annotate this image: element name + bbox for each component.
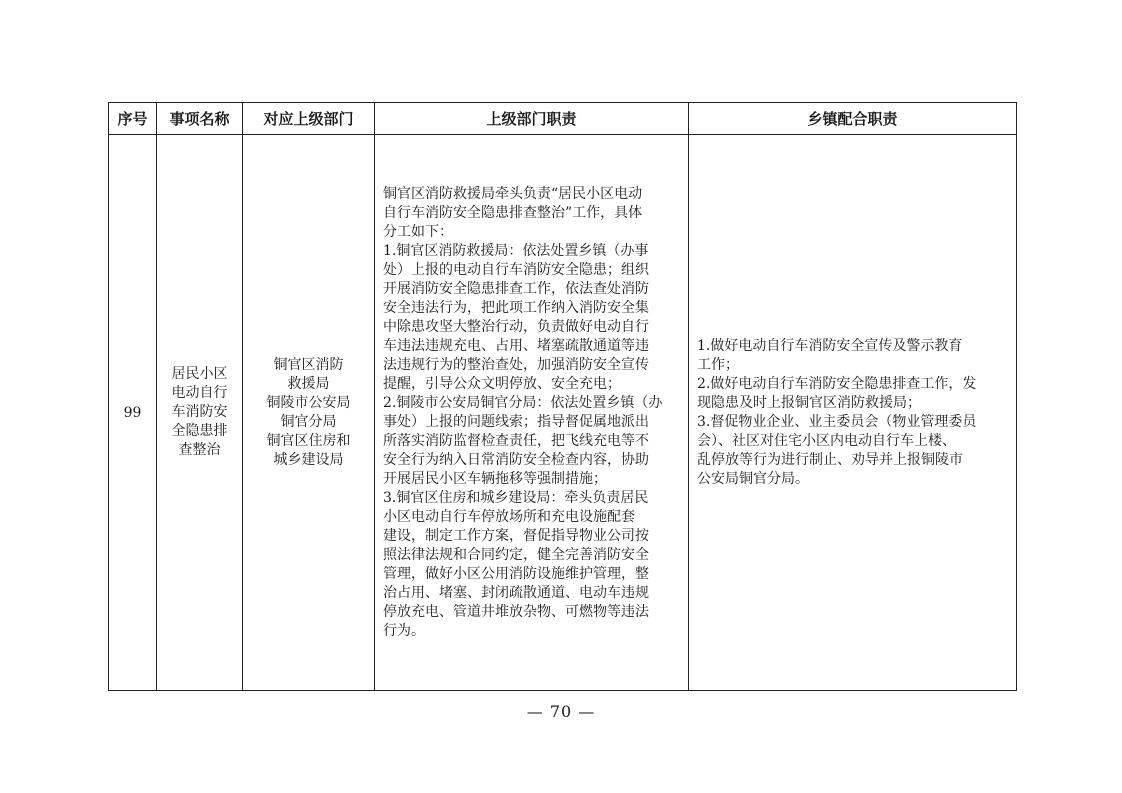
text-line: 2.铜陵市公安局铜官分局：依法处置乡镇（办 (383, 394, 663, 411)
text-line: 开展居民小区车辆拖移等强制措施； (383, 470, 607, 487)
row-superior-duty (375, 135, 689, 691)
text-line: 3.督促物业企业、业主委员会（物业管理委员 (697, 413, 977, 430)
table-header-row (109, 103, 1017, 135)
text-line: 开展消防安全隐患排查工作，依法查处消防 (383, 280, 649, 297)
department-text (243, 356, 374, 470)
text-line: 安全违法行为，把此项工作纳入消防安全集 (383, 299, 649, 316)
text-line: 全隐患排 (171, 423, 228, 439)
text-line: 1.铜官区消防救援局：依法处置乡镇（办事 (383, 242, 649, 259)
row-township-duty (689, 135, 1017, 691)
row-number: 99 (109, 135, 157, 691)
item-name-text (157, 365, 242, 460)
text-line: 分工如下： (383, 223, 453, 240)
township-duty-text (697, 337, 1016, 489)
superior-duty-text (383, 185, 688, 641)
text-line: 自行车消防安全隐患排查整治”工作，具体 (383, 204, 643, 221)
table-row (109, 135, 1017, 691)
text-line: 城乡建设局 (273, 451, 344, 468)
text-line: 铜官区消防救援局牵头负责“居民小区电动 (383, 185, 643, 202)
text-line: 3.铜官区住房和城乡建设局：牵头负责居民 (383, 489, 649, 506)
header-number: 序号 (109, 103, 157, 135)
text-line: 照法律法规和合同约定，健全完善消防安全 (383, 546, 649, 563)
text-line: 行为。 (383, 622, 425, 639)
text-line: 乱停放等行为进行制止、劝导并上报铜陵市 (697, 451, 963, 468)
text-line: 治占用、堵塞、封闭疏散通道、电动车违规 (383, 584, 649, 601)
text-line: 救援局 (287, 375, 330, 392)
text-line: 电动自行 (171, 385, 228, 401)
text-line: 车消防安 (171, 404, 228, 420)
text-line: 1.做好电动自行车消防安全宣传及警示教育 (697, 337, 963, 354)
header-superior-duty: 上级部门职责 (375, 103, 689, 135)
text-line: 处）上报的电动自行车消防安全隐患；组织 (383, 261, 649, 278)
header-township-duty: 乡镇配合职责 (689, 103, 1017, 135)
text-line: 铜官分局 (280, 413, 337, 430)
text-line: 法违规行为的整治查处，加强消防安全宣传 (383, 356, 649, 373)
text-line: 铜陵市公安局 (266, 394, 351, 411)
text-line: 车违法违规充电、占用、堵塞疏散通道等违 (383, 337, 649, 354)
text-line: 建设，制定工作方案，督促指导物业公司按 (383, 527, 649, 544)
header-department: 对应上级部门 (243, 103, 375, 135)
text-line: 事处）上报的问题线索；指导督促属地派出 (383, 413, 649, 430)
text-line: 管理，做好小区公用消防设施维护管理，整 (383, 565, 649, 582)
text-line: 停放充电、管道井堆放杂物、可燃物等违法 (383, 603, 649, 620)
responsibility-table (108, 102, 1017, 691)
text-line: 居民小区 (171, 366, 228, 382)
text-line: 会）、社区对住宅小区内电动自行车上楼、 (697, 432, 956, 449)
text-line: 现隐患及时上报铜官区消防救援局； (697, 394, 921, 411)
text-line: 公安局铜官分局。 (697, 470, 809, 487)
text-line: 铜官区消防 (273, 356, 344, 373)
text-line: 铜官区住房和 (266, 432, 351, 449)
text-line: 小区电动自行车停放场所和充电设施配套 (383, 508, 635, 525)
text-line: 安全行为纳入日常消防安全检查内容，协助 (383, 451, 649, 468)
text-line: 查整治 (178, 442, 221, 458)
text-line: 2.做好电动自行车消防安全隐患排查工作，发 (697, 375, 977, 392)
text-line: 中除患攻坚大整治行动，负责做好电动自行 (383, 318, 649, 335)
header-item-name: 事项名称 (157, 103, 243, 135)
text-line: 提醒，引导公众文明停放、安全充电； (383, 375, 621, 392)
text-line: 所落实消防监督检查责任，把飞线充电等不 (383, 432, 649, 449)
page-number: — 70 — (526, 702, 596, 721)
row-item-name (157, 135, 243, 691)
row-department (243, 135, 375, 691)
text-line: 工作； (697, 356, 739, 373)
